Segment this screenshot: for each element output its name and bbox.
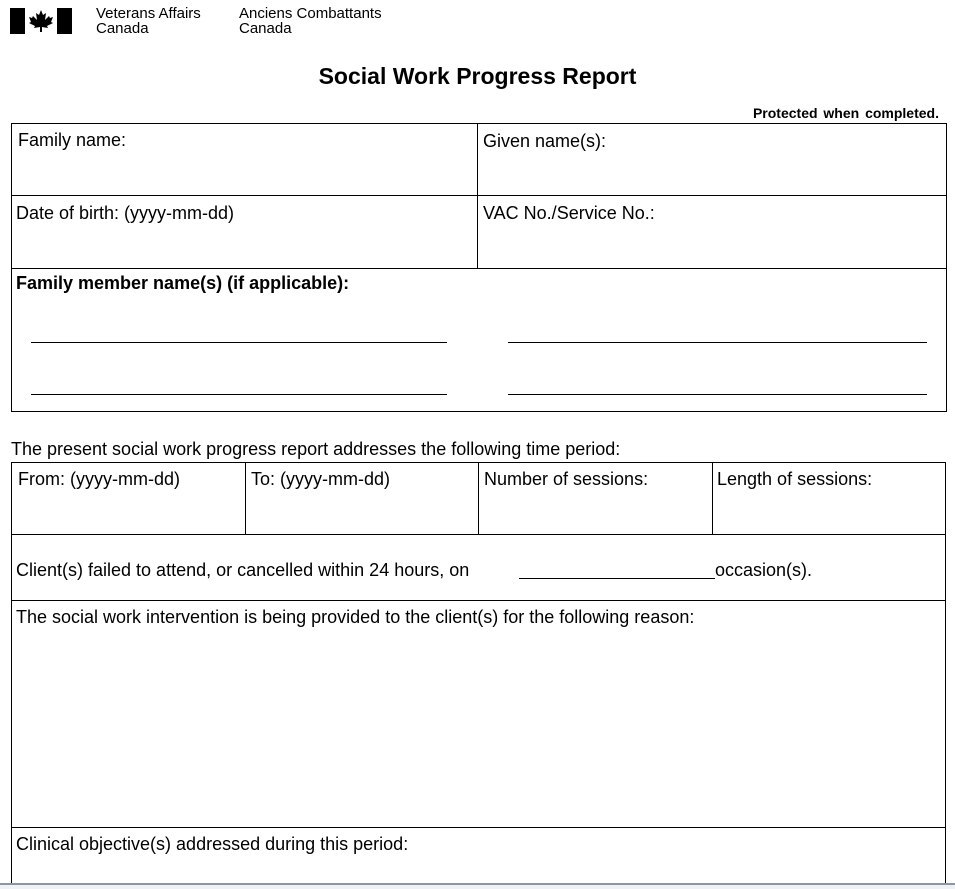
dob-label: Date of birth: (yyyy-mm-dd) xyxy=(16,203,235,223)
dept-fr-line2: Canada xyxy=(239,20,292,37)
from-date-field[interactable] xyxy=(12,463,245,534)
length-of-sessions-field[interactable] xyxy=(713,463,945,534)
family-member-input-2[interactable] xyxy=(508,342,927,343)
clinical-objectives-label: Clinical objective(s) addressed during this period: xyxy=(16,834,409,854)
page-title: Social Work Progress Report xyxy=(318,63,637,89)
maple-leaf-icon xyxy=(28,10,54,32)
family-member-input-1[interactable] xyxy=(31,342,447,343)
canada-flag-logo xyxy=(10,8,72,34)
number-of-sessions-field[interactable] xyxy=(479,463,712,534)
vac-number-field[interactable] xyxy=(478,196,945,268)
dept-en-line2: Canada xyxy=(96,20,149,37)
to-date-label: To: (yyyy-mm-dd) xyxy=(251,469,390,489)
date-of-birth-field[interactable] xyxy=(12,196,477,268)
family-name-field[interactable] xyxy=(12,124,477,195)
dept-en-line1: Veterans Affairs xyxy=(96,5,201,22)
failed-attendance-prefix: Client(s) failed to attend, or cancelled within 24 hours, on xyxy=(16,560,470,580)
length-of-sessions-label: Length of sessions: xyxy=(717,469,873,489)
family-member-input-4[interactable] xyxy=(508,394,927,395)
failed-attendance-count-input[interactable] xyxy=(519,578,715,579)
family-members-label: Family member name(s) (if applicable): xyxy=(16,273,350,293)
family-name-label: Family name: xyxy=(18,130,127,150)
dept-fr-line1: Anciens Combattants xyxy=(239,5,382,22)
given-names-field[interactable] xyxy=(478,124,945,195)
number-of-sessions-label: Number of sessions: xyxy=(484,469,649,489)
vac-number-label: VAC No./Service No.: xyxy=(483,203,655,223)
protected-notice: Protected when completed. xyxy=(752,105,939,121)
from-date-label: From: (yyyy-mm-dd) xyxy=(18,469,180,489)
department-name-fr xyxy=(239,6,382,36)
given-names-label: Given name(s): xyxy=(483,131,607,151)
period-intro: The present social work progress report addresses the following time period: xyxy=(11,439,621,459)
department-name-en xyxy=(96,6,201,36)
clinical-objectives-field[interactable] xyxy=(12,828,945,883)
viewer-bottom-edge xyxy=(0,883,955,889)
to-date-field[interactable] xyxy=(246,463,478,534)
reason-field[interactable] xyxy=(12,601,945,827)
reason-label: The social work intervention is being provided to the client(s) for the following reason: xyxy=(16,607,695,627)
family-member-input-3[interactable] xyxy=(31,394,447,395)
failed-attendance-suffix: occasion(s). xyxy=(715,560,813,580)
